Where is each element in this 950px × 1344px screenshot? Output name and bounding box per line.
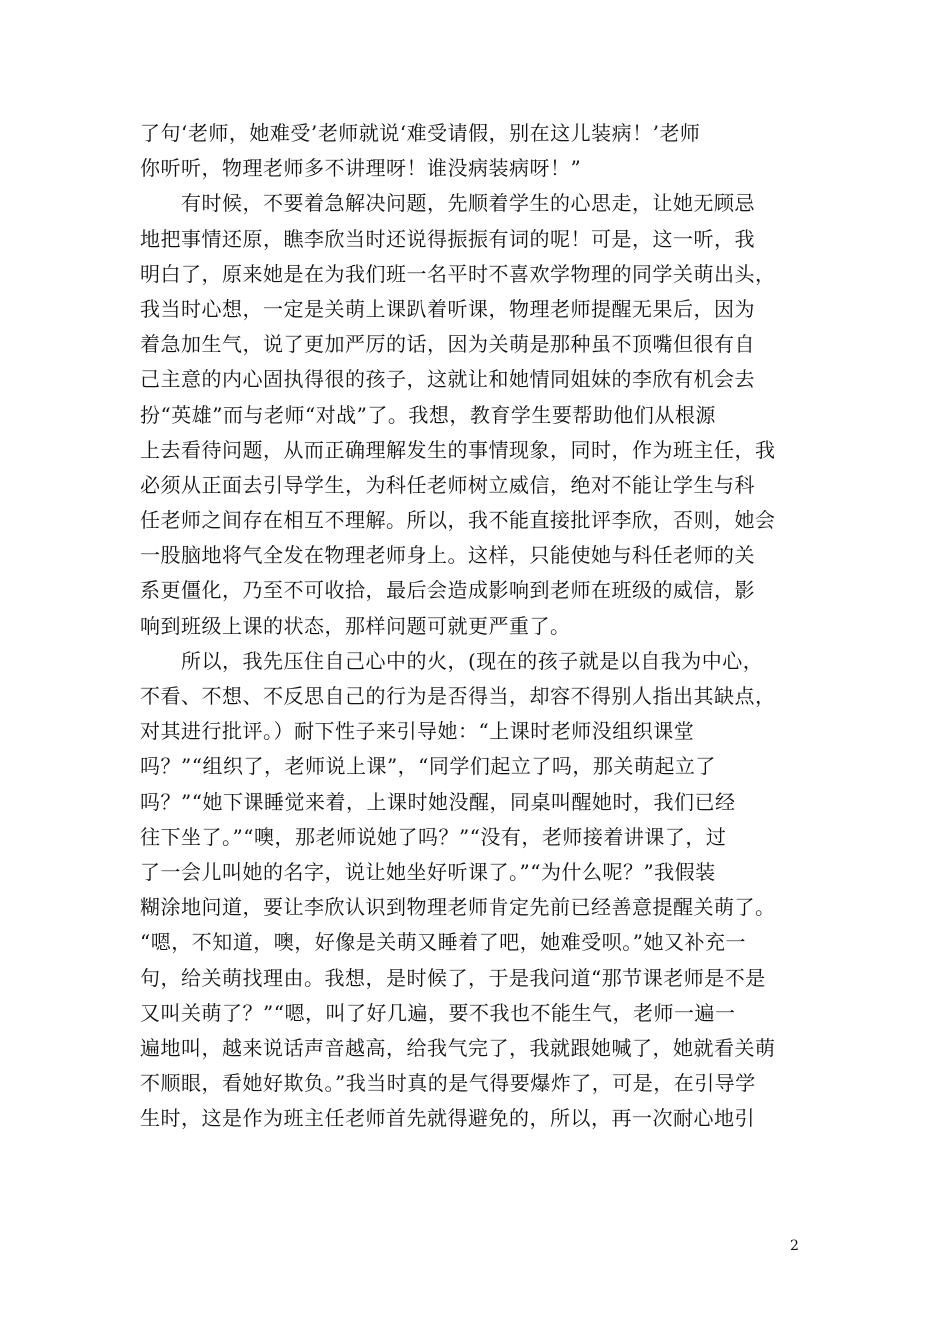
text-line: 响到班级上课的状态，那样问题可就更严重了。 — [140, 613, 571, 638]
text-line: 不顺眼，看她好欺负。”我当时真的是气得要爆炸了，可是，在引导学 — [140, 1071, 756, 1096]
text-line: 又叫关萌了？”“嗯，叫了好几遍，要不我也不能生气，老师一遍一 — [140, 1000, 736, 1025]
text-line: 对其进行批评。）耐下性子来引导她：“上课时老师没组织课堂 — [140, 719, 695, 744]
text-line: 所以，我先压住自己心中的火，(现在的孩子就是以自我为中心， — [140, 648, 764, 673]
text-line: 必须从正面去引导学生，为科任老师树立威信，绝对不能让学生与科 — [140, 472, 755, 497]
text-line: 任老师之间存在相互不理解。所以，我不能直接批评李欣，否则，她会 — [140, 508, 776, 533]
text-line: 着急加生气，说了更加严厉的话，因为关萌是那种虽不顶嘴但很有自 — [140, 332, 755, 357]
text-line: 了一会儿叫她的名字，说让她坐好听课了。”“为什么呢？”我假装 — [140, 859, 716, 884]
text-line: 扮“英雄”而与老师“对战”了。我想，教育学生要帮助他们从根源 — [140, 402, 716, 427]
text-line: 往下坐了。”“噢，那老师说她了吗？”“没有，老师接着讲课了，过 — [140, 824, 727, 849]
text-line: 己主意的内心固执得很的孩子，这就让和她情同姐妹的李欣有机会去 — [140, 367, 755, 392]
body-text — [140, 116, 810, 1136]
text-line: 有时候，不要着急解决问题，先顺着学生的心思走，让她无顾忌 — [140, 191, 755, 216]
page-number: 2 — [790, 1238, 799, 1254]
text-line: 我当时心想，一定是关萌上课趴着听课，物理老师提醒无果后，因为 — [140, 296, 755, 321]
text-line: 句，给关萌找理由。我想，是时候了，于是我问道“那节课老师是不是 — [140, 965, 766, 990]
text-line: 上去看待问题，从而正确理解发生的事情现象，同时，作为班主任，我 — [140, 437, 776, 462]
text-line: 了句‘老师，她难受’老师就说‘难受请假，别在这儿装病！’老师 — [140, 121, 701, 145]
text-line: 地把事情还原，瞧李欣当时还说得振振有词的呢！可是，这一听，我 — [140, 226, 755, 251]
text-line: 吗？”“组织了，老师说上课”，“同学们起立了吗，那关萌起立了 — [140, 754, 716, 779]
text-line: 你听听，物理老师多不讲理呀！谁没病装病呀！” — [140, 156, 582, 181]
text-line: 不看、不想、不反思自己的行为是否得当，却容不得别人指出其缺点， — [140, 684, 776, 708]
text-line: 生时，这是作为班主任老师首先就得避免的，所以，再一次耐心地引 — [140, 1106, 755, 1131]
text-line: 糊涂地问道，要让李欣认识到物理老师肯定先前已经善意提醒关萌了。 — [140, 895, 776, 920]
text-line: 遍地叫，越来说话声音越高，给我气完了，我就跟她喊了，她就看关萌 — [140, 1035, 776, 1060]
text-line: “嗯，不知道，噢，好像是关萌又睡着了吧，她难受呗。”她又补充一 — [140, 930, 746, 955]
text-line: 明白了，原来她是在为我们班一名平时不喜欢学物理的同学关萌出头， — [140, 261, 776, 286]
text-line: 一股脑地将气全发在物理老师身上。这样，只能使她与科任老师的关 — [140, 543, 755, 568]
text-line: 吗？”“她下课睡觉来着，上课时她没醒，同桌叫醒她时，我们已经 — [140, 789, 736, 814]
text-line: 系更僵化，乃至不可收拾，最后会造成影响到老师在班级的威信，影 — [140, 578, 755, 603]
